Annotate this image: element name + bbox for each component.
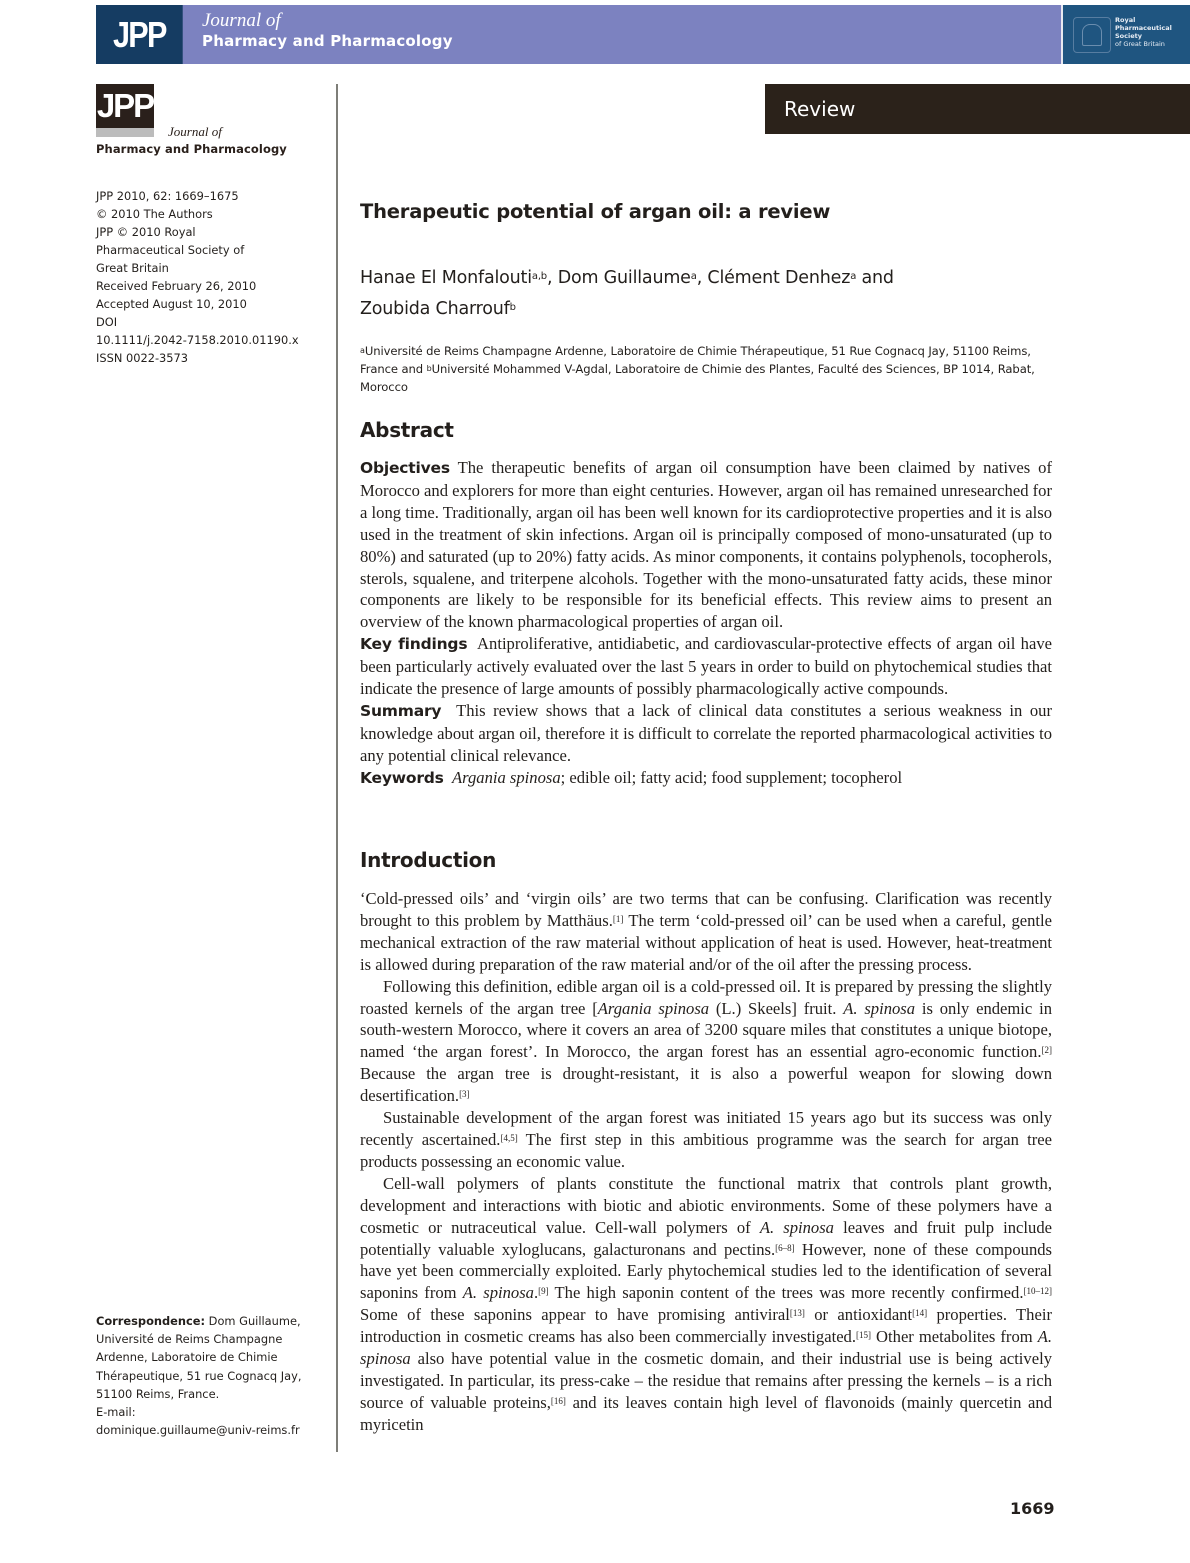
side-journal-logo [96,84,287,156]
copyright-society-cont: Pharmaceutical Society of [96,243,245,257]
correspondence [96,1312,336,1439]
journal-of-text: Journal of [202,10,281,31]
author-affiliation-mark: a [850,271,857,282]
reference-link[interactable]: [16] [550,1395,566,1406]
author-name: Zoubida Charrouf [360,299,510,319]
correspondence-label: Correspondence: [96,1314,206,1328]
abstract-objectives: Objectives The therapeutic benefits of argan oil consumption have been claimed by natives of Morocco and explorers for more than eight centuries. However, argan oil has remained unresearched for a long time. Traditionally, argan oil has been well known for its cardioprotective properties and it is also used in the treatment of skin infections. Argan oil is principally composed of mono-unsaturated (up to 80%) and saturated (up to 20%) fatty acids. As minor components, it contains polyphenols, tocopherols, sterols, squalene, and triterpene alcohols. Together with the mono-unsaturated fatty acids, these minor components are likely to be responsible for its beneficial effects. This review aims to present an overview of the known pharmacological properties of argan oil. [360,458,1053,632]
reference-link[interactable]: [14] [912,1308,928,1319]
abstract-summary: Summary This review shows that a lack of clinical data constitutes a serious weakness in our knowledge about argan oil, therefore it is difficult to correlate the reported pharmacological activities to any potential clinical relevance. [360,700,1052,765]
article-header [360,200,1052,396]
author-affiliation-mark: a [690,271,697,282]
intro-paragraph-4: Cell-wall polymers of plants constitute the functional matrix that controls plant growth, development and interactions with biotic and abiotic environments. Some of these polymers have a cosmetic or nutraceutical value. Cell-wall polymers of A. spinosa leaves and fruit pulp include potentially valuable xyloglucans, galacturonans and pectins.[6–8] However, none of these compounds have yet been commercially exploited. Early phytochemical studies led to the identification of several saponins from A. spinosa.[9] The high saponin content of the trees was more recently confirmed.[10–12] Some of these saponins appear to have promising antiviral[13] or antioxidant[14] properties. Their introduction in cosmetic creams has also been commercially investigated.[15] Other metabolites from A. spinosa also have potential value in the cosmetic domain, and their industrial use is being actively investigated. In particular, its press-cake – the residue that remains after pressing the kernels – is a rich source of valuable proteins,[16] and its leaves contain high level of flavonoids (mainly quercetin and myricetin [360,1173,1053,1434]
journal-name-text: Pharmacy and Pharmacology [202,32,453,50]
society-name: Royal Pharmaceutical Society of Great Britain [1115,16,1172,48]
introduction-body [360,888,1052,1436]
email-label: E-mail: [96,1405,136,1420]
reference-link[interactable]: [1] [612,913,624,924]
author-list: Hanae El Monfalouti$^{a,b}$, Dom Guillaume$^a$, Clément Denhez$^a$ and Zoubida Charrouf$^b$ [360,268,900,319]
author-affiliation-mark: a,b [531,271,547,282]
reference-link[interactable]: [9] [538,1286,549,1297]
reference-link[interactable]: [13] [789,1308,805,1319]
received-date: Received February 26, 2010 [96,279,257,293]
page-number: 1669 [1010,1499,1055,1518]
copyright-society-cont2: Great Britain [96,261,169,275]
reference-link[interactable]: [3] [459,1089,470,1100]
journal-name-text: Pharmacy and Pharmacology [96,142,287,156]
reference-link[interactable]: [4,5] [500,1132,518,1143]
society-logo [1061,5,1190,64]
jpp-logo-small: JPP [96,84,154,128]
citation: JPP 2010, 62: 1669–1675 [96,189,239,203]
author-name: Clément Denhez [707,268,851,288]
accepted-date: Accepted August 10, 2010 [96,297,247,311]
issn: ISSN 0022-3573 [96,351,189,365]
article-metadata [96,187,336,367]
email-link[interactable]: dominique.guillaume@univ-reims.fr [96,1423,300,1438]
introduction-heading: Introduction [360,848,497,872]
jpp-logo: JPP [96,5,183,64]
doi-link[interactable]: 10.1111/j.2042-7158.2010.01190.x [96,333,299,347]
reference-link[interactable]: [10–12] [1023,1286,1052,1297]
logo-underbar [96,128,154,137]
intro-paragraph-2: Following this definition, edible argan oil is a cold-pressed oil. It is prepared by pressing the slightly roasted kernels of the argan tree [Argania spinosa (L.) Skeels] fruit. A. spinosa is only endemic in south-western Morocco, where it covers an area of 3200 square miles that constitutes a unique biotope, named ‘the argan forest’. In Morocco, the argan forest has an essential agro-economic function.[2] Because the argan tree is drought-resistant, it is also a powerful weapon for slowing down desertification.[3] [360,976,1053,1106]
journal-title [202,11,453,51]
article-title: Therapeutic potential of argan oil: a review [360,200,831,223]
copyright-authors: © 2010 The Authors [96,207,213,221]
copyright-society: JPP © 2010 Royal [96,225,196,239]
journal-banner [96,5,1190,64]
reference-link[interactable]: [6–8] [775,1242,795,1253]
abstract-key-findings: Key findings Antiproliferative, antidiabetic, and cardiovascular-protective effects of argan oil have been particularly actively evaluated over the last 5 years in order to build on phytochemical studies that indicate the presence of large amounts of possibly pharmacologically active compounds. [360,634,1052,699]
author-affiliation-mark: b [509,302,516,313]
author-name: Dom Guillaume [557,268,691,288]
abstract-heading: Abstract [360,418,454,442]
column-divider [336,84,338,1452]
affiliation-b: Université Mohammed V-Agdal, Laboratoire de Chimie des Plantes, Faculté des Sciences, BP 1014, Rabat, Morocco [360,362,1035,394]
intro-paragraph-3: Sustainable development of the argan forest was initiated 15 years ago but its success was only recently ascertained.[4,5] The first step in this ambitious programme was the search for argan tree products possessing an economic value. [360,1108,1052,1171]
correspondence-text: Dom Guillaume, Université de Reims Champagne Ardenne, Laboratoire de Chimie Thérapeutique, 51 rue Cognacq Jay, 51100 Reims, France. [96,1314,302,1401]
journal-of-text: Journal of [168,124,222,139]
article-type-tag: Review [765,84,1190,134]
reference-link[interactable]: [15] [856,1330,872,1341]
affiliation-a: Université de Reims Champagne Ardenne, Laboratoire de Chimie Thérapeutique, 51 Rue Cognacq Jay, 51100 Reims, France and [360,344,1031,376]
abstract-body [360,457,1052,790]
crest-icon [1073,17,1111,53]
reference-link[interactable]: [2] [1041,1045,1052,1056]
abstract-keywords: Keywords Argania spinosa; edible oil; fatty acid; food supplement; tocopherol [360,767,903,787]
affiliations: $^a$Université de Reims Champagne Ardenne, Laboratoire de Chimie Thérapeutique, 51 Rue Cognacq Jay, 51100 Reims, France and $^b$Université Mohammed V-Agdal, Laboratoire de Chimie des Plantes, Faculté des Sciences, BP 1014, Rabat, Morocco [360,344,1035,394]
intro-paragraph-1: ‘Cold-pressed oils’ and ‘virgin oils’ are two terms that can be confusing. Clarification was recently brought to this problem by Matthäus.[1] The term ‘cold-pressed oil’ can be used when a careful, gentle mechanical extraction of the raw material without application of heat is used. However, heat-treatment is allowed during preparation of the raw material and/or of the oil after the pressing process. [360,889,1052,974]
doi-label: DOI [96,315,118,329]
author-name: Hanae El Monfalouti [360,268,532,288]
